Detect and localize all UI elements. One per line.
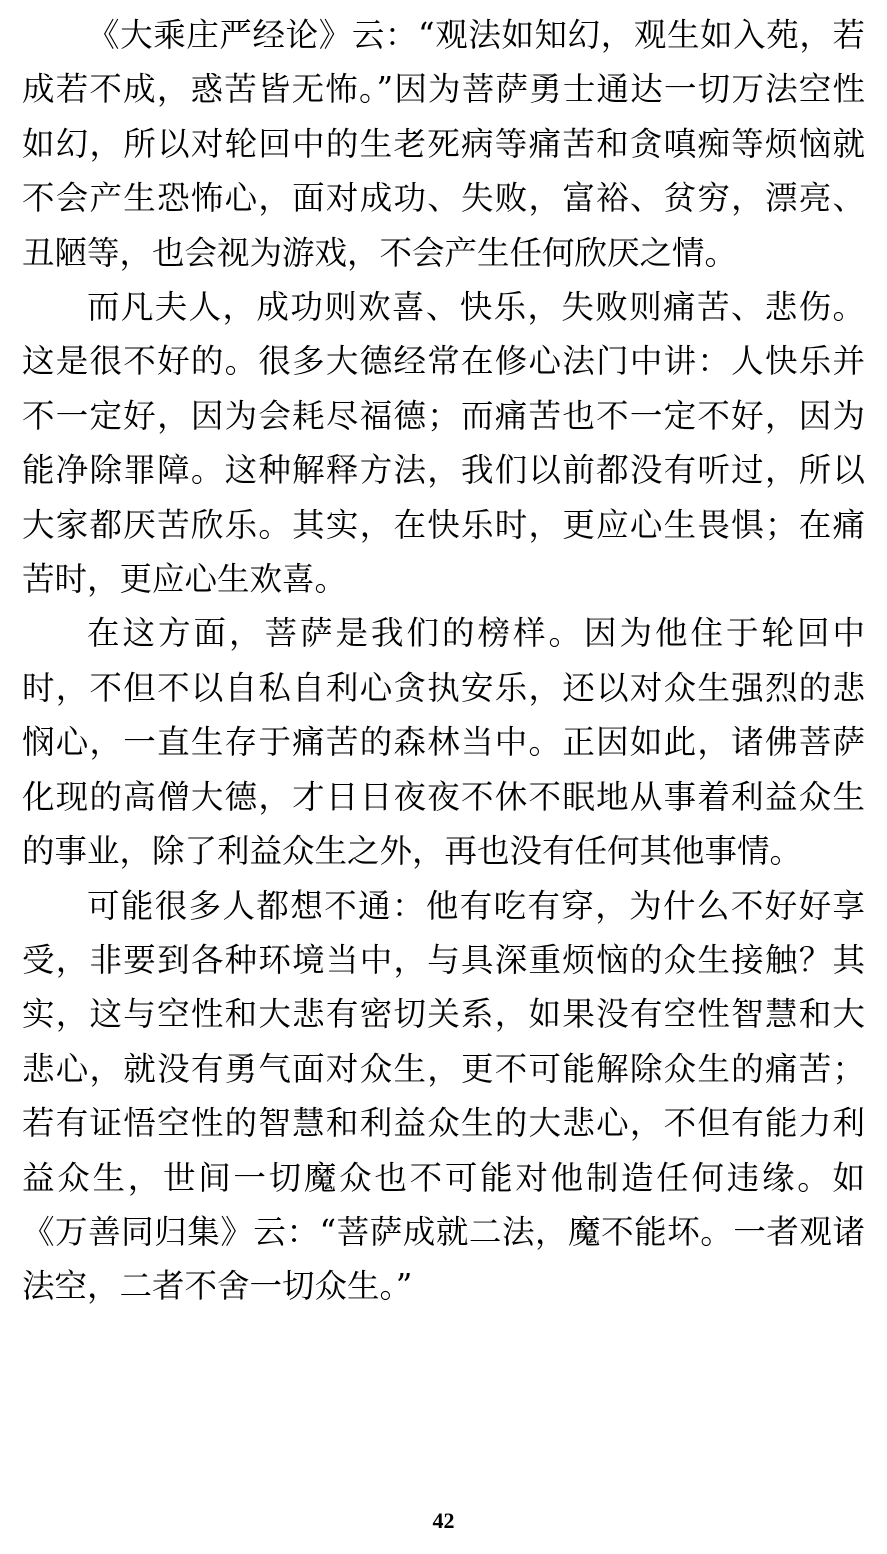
paragraph-3: 在这方面，菩萨是我们的榜样。因为他住于轮回中时，不但不以自私自利心贪执安乐，还以对众生强烈的悲悯心，一直生存于痛苦的森林当中。正因如此，诸佛菩萨化现的高僧大德，才日日夜夜不休不眠地从事着利益众生的事业，除了利益众生之外，再也没有任何其他事情。 — [22, 614, 865, 871]
paragraph-4: 可能很多人都想不通：他有吃有穿，为什么不好好享受，非要到各种环境当中，与具深重烦恼的众生接触？其实，这与空性和大悲有密切关系，如果没有空性智慧和大悲心，就没有勇气面对众生，更不可能解除众生的痛苦；若有证悟空性的智慧和利益众生的大悲心，不但有能力利益众生，世间一切魔众也不可能对他制造任何违缘。如《万善同归集》云：“菩萨成就二法，魔不能坏。一者观诸法空，二者不舍一切众生。” — [22, 886, 865, 1306]
page-number: 42 — [432, 1508, 455, 1533]
paragraph-2: 而凡夫人，成功则欢喜、快乐，失败则痛苦、悲伤。这是很不好的。很多大德经常在修心法门中讲：人快乐并不一定好，因为会耗尽福德；而痛苦也不一定不好，因为能净除罪障。这种解释方法，我们以前都没有听过，所以大家都厌苦欣乐。其实，在快乐时，更应心生畏惧；在痛苦时，更应心生欢喜。 — [22, 288, 865, 599]
paragraph-1: 《大乘庄严经论》云：“观法如知幻，观生如入苑，若成若不成，惑苦皆无怖。”因为菩萨勇士通达一切万法空性如幻，所以对轮回中的生老死病等痛苦和贪嗔痴等烦恼就不会产生恐怖心，面对成功、失败，富裕、贫穷，漂亮、丑陋等，也会视为游戏，不会产生任何欣厌之情。 — [22, 16, 865, 272]
body-text — [22, 8, 865, 1314]
